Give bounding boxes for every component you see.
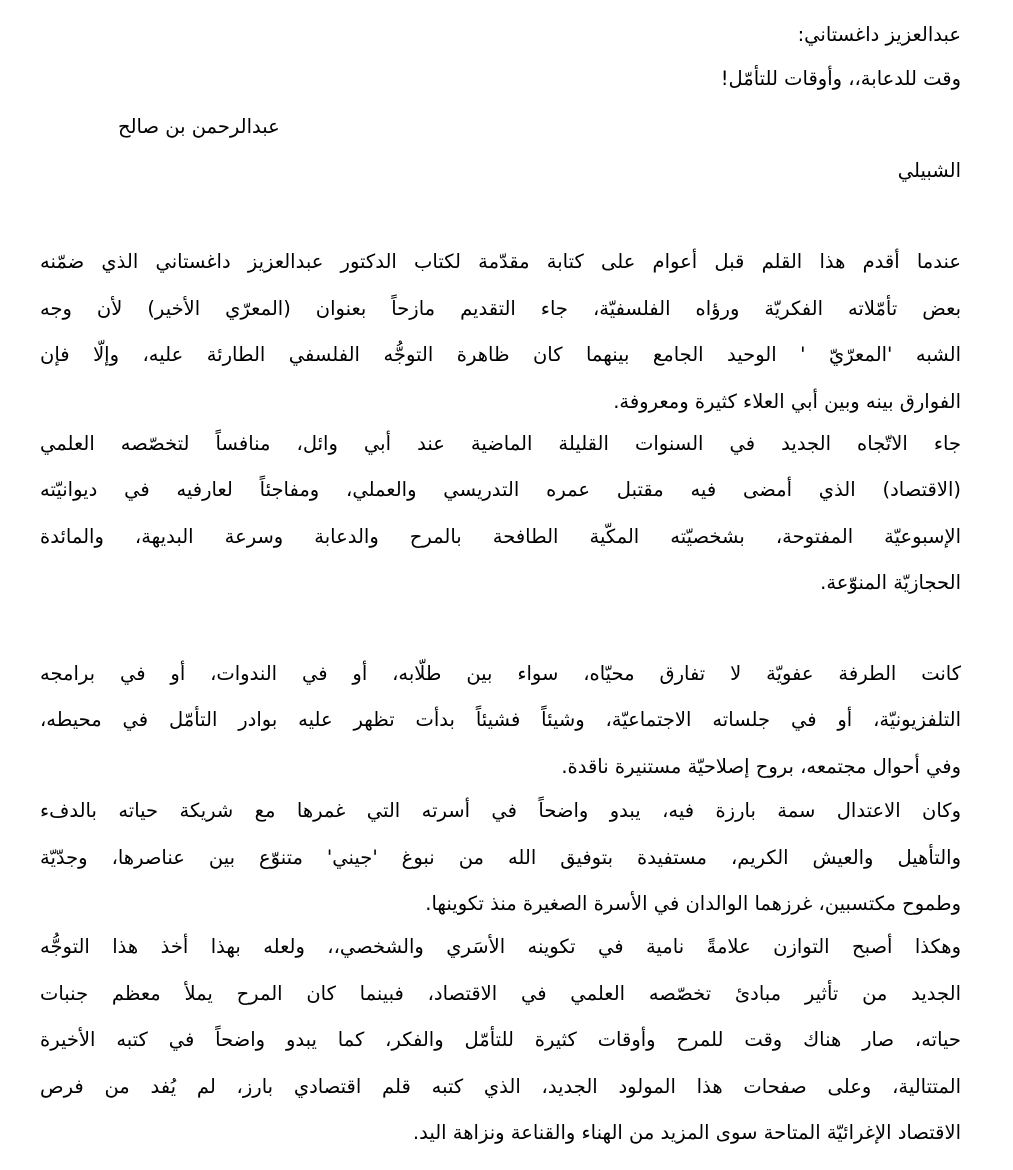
body-line: كانت الطرفة عفويّة لا تفارق محيّاه، سواء بين طلّابه، أو في الندوات، أو في برامجه (40, 662, 961, 685)
body-line: (الاقتصاد) الذي أمضى فيه مقتبل عمره التدريسي والعملي، ومفاجئاً لعارفيه في ديوانيّته (40, 478, 961, 501)
body-line: الجديد من تأثير مبادئ تخصّصه العلمي في الاقتصاد، فبينما كان المرح يملأ معظم جنبات (40, 982, 961, 1005)
body-line: والتأهيل والعيش الكريم، مستفيدة بتوفيق الله من نبوغ 'جيني' متنوّع بين عناصرها، وجدّيّة (40, 846, 961, 869)
body-line: وكان الاعتدال سمة بارزة فيه، يبدو واضحاً في أسرته التي غمرها مع شريكة حياته بالدفء (40, 799, 961, 822)
body-line: عندما أقدم هذا القلم قبل أعوام على كتابة مقدّمة لكتاب الدكتور عبدالعزيز داغستاني الذي ضمّنه (40, 250, 961, 273)
title-line-1: عبدالعزيز داغستاني: (797, 23, 961, 46)
title-line-2: وقت للدعابة،، وأوقات للتأمّل! (720, 67, 961, 90)
body-line: وطموح مكتسبين، غرزهما الوالدان في الأسرة الصغيرة منذ تكوينها. (425, 892, 961, 915)
body-line: التلفزيونيّة، أو في جلساته الاجتماعيّة، وشيئاً فشيئاً بدأت تظهر عليه بوادر التأمّل في محيطه، (40, 708, 961, 731)
author-line-2: الشبيلي (897, 159, 961, 182)
body-line: جاء الاتّجاه الجديد في السنوات القليلة الماضية عند أبي وائل، منافساً لتخصّصه العلمي (40, 432, 961, 455)
body-line: وفي أحوال مجتمعه، بروح إصلاحيّة مستنيرة ناقدة. (561, 755, 961, 778)
body-line: حياته، صار هناك وقت للمرح وأوقات كثيرة للتأمّل والفكر، كما يبدو واضحاً في كتبه الأخيرة (40, 1028, 961, 1051)
body-line: المتتالية، وعلى صفحات هذا المولود الجديد، الذي كتبه قلم اقتصادي بارز، لم يُفد من فرص (40, 1075, 961, 1098)
body-line: الاقتصاد الإغرائيّة المتاحة سوى المزيد من الهناء والقناعة ونزاهة اليد. (412, 1121, 961, 1144)
body-line: وهكذا أصبح التوازن علامةً نامية في تكوينه الأسَري والشخصي،، ولعله بهذا أخذ هذا التوجُّه (40, 935, 961, 958)
body-line: الشبه 'المعرّيّ ' الوحيد الجامع بينهما كان ظاهرة التوجُّه الفلسفي الطارئة عليه، وإلّا فإن (40, 343, 961, 366)
body-line: بعض تأمّلاته الفكريّة ورؤاه الفلسفيّة، جاء التقديم مازحاً بعنوان (المعرّي الأخير) لأن وجه (40, 297, 961, 320)
author-line-1: عبدالرحمن بن صالح (118, 115, 280, 138)
body-line: الفوارق بينه وبين أبي العلاء كثيرة ومعروفة. (613, 390, 961, 413)
body-line: الحجازيّة المنوّعة. (820, 571, 961, 594)
body-line: الإسبوعيّة المفتوحة، بشخصيّته المكّية الطافحة بالمرح والدعابة وسرعة البديهة، والمائدة (40, 525, 961, 548)
